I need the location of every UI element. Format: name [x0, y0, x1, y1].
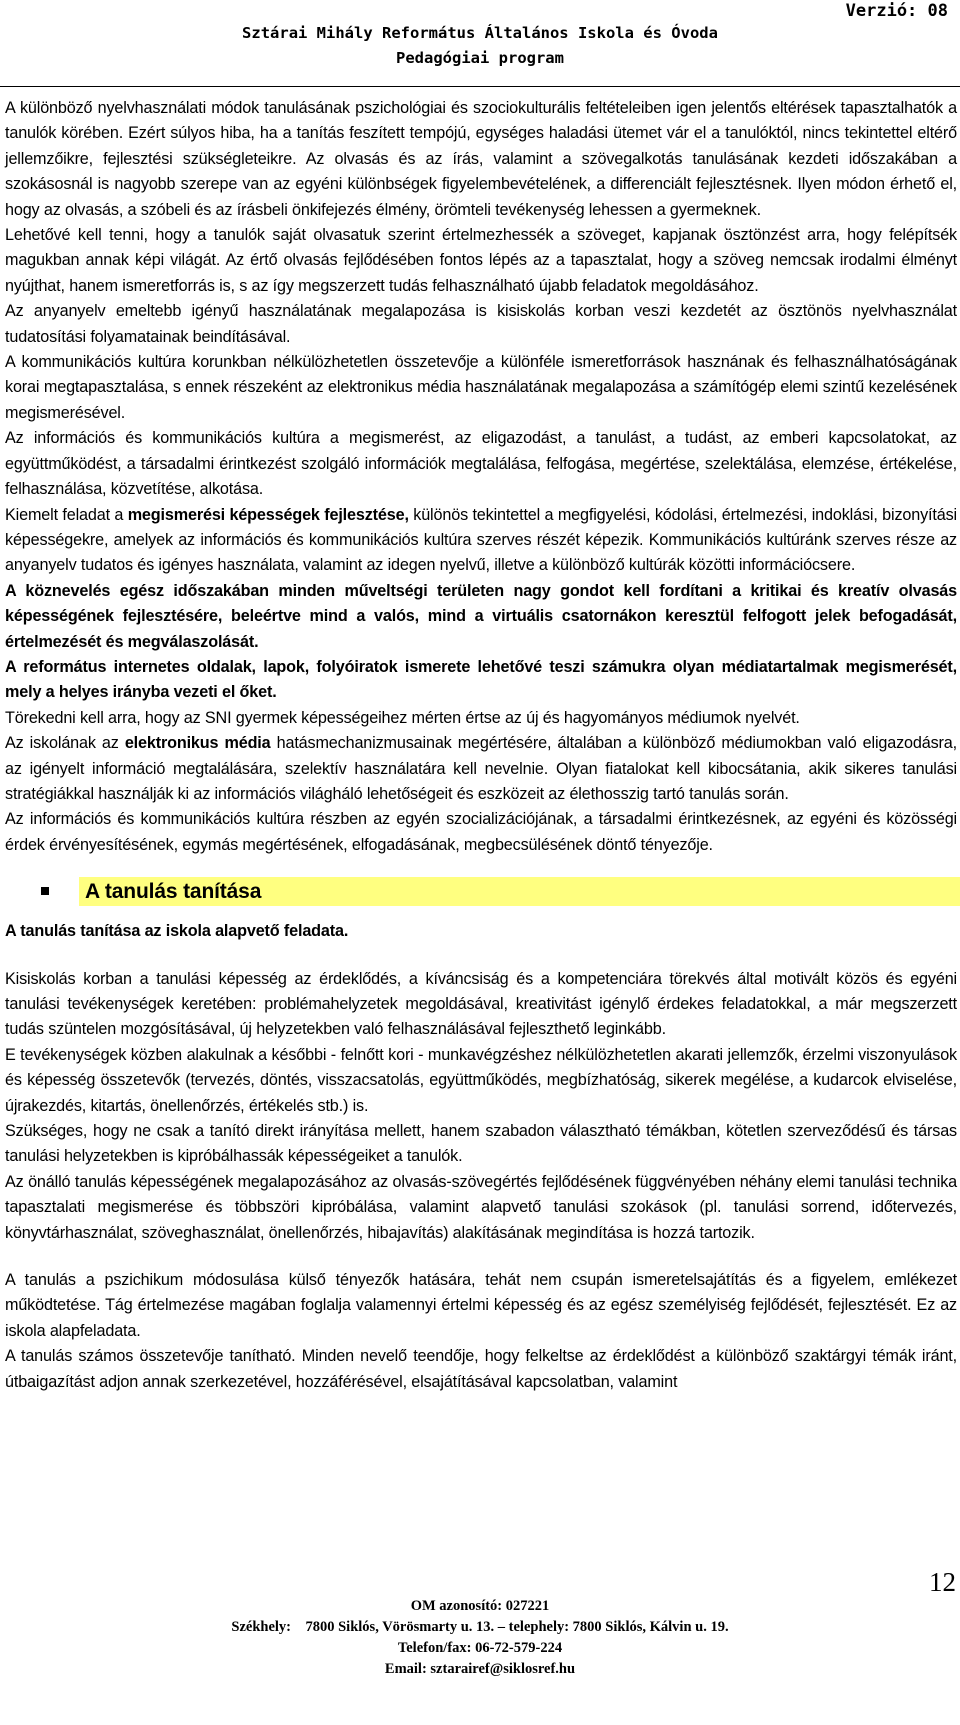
- paragraph: A tanulás számos összetevője tanítható. Minden nevelő teendője, hogy felkeltse az érdeklődést a különböző szaktárgyi témák iránt, útbaigazítást adjon annak szerkezetével, hozzáférésével, elsajátításával kapcsolatban, valamint: [5, 1347, 957, 1391]
- paragraph: Az önálló tanulás képességének megalapozásához az olvasás-szövegértés fejlődésének függvényében néhány elemi tanulási technika tapasztalati megismerése és többszöri kipróbálása, valamint alapvető tanulási szokások (pl. tanulási sorrend, időtervezés, könyvtárhasználat, szöveghasználat, önellenőrzés, hibajavítás) alakításának megindítása is hozzá tartozik.: [5, 1172, 957, 1242]
- address: Székhely: 7800 Siklós, Vörösmarty u. 13. – telephely: 7800 Siklós, Kálvin u. 19.: [231, 1619, 729, 1635]
- page-header: [0, 0, 960, 92]
- document-body: [5, 96, 957, 1395]
- email: Email: sztarairef@siklosref.hu: [384, 1661, 576, 1677]
- page-number: 12: [929, 1567, 956, 1597]
- paragraph: E tevékenységek közben alakulnak a későbbi - felnőtt kori - munkavégzéshez nélkülözhetetlen akarati jellemzők, érzelmi viszonyulások és képesség összetevők (tervezés, döntés, visszacsatolás, együttműködés, megbízhatóság, sikerek megélése, a kudarcok elviselése, újrakezdés, kitartás, önellenőrzés, értékelés stb.) is.: [5, 1045, 957, 1115]
- paragraph: Az információs és kommunikációs kultúra részben az egyén szocializációjának, a társadalmi érintkezésnek, az egyéni és közösségi érdek érvényesítésének, egymás megértésének, elfogadásának, megbecsülésének döntő tényezője.: [5, 810, 957, 854]
- version-label: Verzió: 08: [845, 1, 948, 21]
- bold-paragraph: A köznevelés egész időszakában minden műveltségi területen nagy gondot kell fordítani a kritikai és kreatív olvasás képességének fejlesztésére, beleértve mind a valós, mind a virtuális csatornákon keresztül felfogott jelek befogadását, értelmezését és megválaszolását.: [5, 581, 957, 651]
- emphasis-text: elektronikus média: [124, 734, 271, 753]
- section-heading: [5, 877, 957, 906]
- section-subtitle: A tanulás tanítása az iskola alapvető feladata.: [5, 922, 349, 941]
- bold-paragraph: A református internetes oldalak, lapok, folyóiratok ismerete lehetővé teszi számukra olyan médiatartalmak megismerését, mely a helyes irányba vezeti el őket.: [5, 657, 957, 702]
- square-bullet-icon: [41, 887, 49, 895]
- paragraph: Az anyanyelv emeltebb igényű használatának megalapozása is kisiskolás korban veszi kezdetét az ösztönös nyelvhasználat tudatosítási folyamatainak beindításával.: [5, 302, 957, 346]
- phone: Telefon/fax: 06-72-579-224: [397, 1640, 563, 1656]
- document-title: Pedagógiai program: [396, 49, 564, 67]
- paragraph: Szükséges, hogy ne csak a tanító direkt irányítása mellett, hanem szabadon választható témákban, kötetlen szerveződésű és társas tanulási helyzetekben is kipróbálhassák képességeiket a tanulók.: [5, 1122, 957, 1166]
- paragraph: Lehetővé kell tenni, hogy a tanulók saját olvasatuk szerint értelmezhessék a szöveget, kapjanak ösztönzést arra, hogy felépítsék magukban annak képi világát. Az értő olvasás fejlődésében fontos lépés az a tapasztalat, hogy a szöveg nemcsak irodalmi élményt nyújthat, hanem ismeretforrás is, s az így megszerzett tudás felhasználható újabb feladatok megoldásához.: [5, 226, 957, 295]
- paragraph-text: Kiemelt feladat a: [5, 505, 128, 524]
- paragraph: A tanulás a pszichikum módosulása külső tényezők hatására, tehát nem csupán ismeretelsajátítás és a figyelem, emlékezet működtetése. Tág értelmezése magában foglalja valamennyi értelmi képesség és az egész személyiség fejlődését, fejlesztését. Ez az iskola alapfeladata.: [5, 1271, 957, 1340]
- paragraph-text: hatásmechanizmusainak megértésére, általában a különböző médiumokban való eligazodásra, az igényelt információ megtalálására, szelektív használatára kell nevelnie. Olyan fiatalokat kell kibocsátania, akik sikeres tanulási stratégiákkal használják ki az információs világháló lehetőségeit és eszközeit az élethosszig tartó tanulás során.: [5, 734, 957, 803]
- paragraph: [5, 503, 957, 579]
- page-footer: [0, 1596, 960, 1680]
- emphasis-text: megismerési képességek fejlesztése,: [127, 505, 409, 524]
- paragraph-text: különös tekintettel a megfigyelési, kódolási, értelmezési, indoklási, bizonyítási képességekre, amelyek az információs és kommunikációs kultúra szerves részét képezik. Kommunikációs kultúránk szerves része az anyanyelv tudatos és igényes használata, valamint az idegen nyelvű, illetve a különböző kultúrák közötti információcsere.: [5, 505, 957, 575]
- paragraph: A különböző nyelvhasználati módok tanulásának pszichológiai és szociokulturális feltételeiben igen jelentős eltérések tapasztalhatók a tanulók körében. Ezért súlyos hiba, ha a tanítás feszített tempójú, egységes haladási ütemet vár el a tanulóktól, nincs tekintettel eltérő jellemzőikre, fejlesztési szükségleteikre. Az olvasás és az írás, valamint a szövegalkotás tanulásának kezdeti időszakában a szokásosnál is nagyobb szerepe van az egyéni különbségek figyelembevételének, a differenciált fejlesztésnek. Ilyen módon érhető el, hogy az olvasás, a szóbeli és az írásbeli önkifejezés élmény, örömteli tevékenység lehessen a gyermeknek.: [5, 99, 957, 219]
- paragraph: A kommunikációs kultúra korunkban nélkülözhetetlen összetevője a különféle ismeretforrások hasznának és felhasználhatóságának korai megtapasztalása, s ennek részeként az elektronikus média használatának megalapozása a számítógép elemi szintű kezelésének megismerésével.: [5, 353, 957, 422]
- paragraph-text: Az iskolának az: [5, 734, 125, 753]
- paragraph: Kisiskolás korban a tanulási képesség az érdeklődés, a kíváncsiság és a kompetenciára törekvés által motivált közös és egyéni tanulási tevékenységek keretében: problémahelyzetek megoldásával, kreativitást igénylő érdekes feladatokkal, a már megszerzett tudás szüntelen mozgósításával, új helyzetekben való felhasználásával fejleszthető leginkább.: [5, 969, 957, 1039]
- school-name: Sztárai Mihály Református Általános Iskola és Óvoda: [242, 24, 718, 42]
- paragraph: Az információs és kommunikációs kultúra a megismerést, az eligazodást, a tanulást, a tudást, az emberi kapcsolatokat, az együttműködést, a társadalmi érintkezést szolgáló információk megtalálása, felfogása, megértése, szelektálása, elemzése, értékelése, felhasználása, közvetítése, alkotása.: [5, 429, 957, 499]
- paragraph: Törekedni kell arra, hogy az SNI gyermek képességeihez mérten értse az új és hagyományos médiumok nyelvét.: [5, 708, 800, 727]
- header-divider: [0, 86, 960, 87]
- paragraph: [5, 731, 957, 807]
- section-title: A tanulás tanítása: [85, 880, 262, 904]
- om-id: OM azonosító: 027221: [410, 1598, 550, 1614]
